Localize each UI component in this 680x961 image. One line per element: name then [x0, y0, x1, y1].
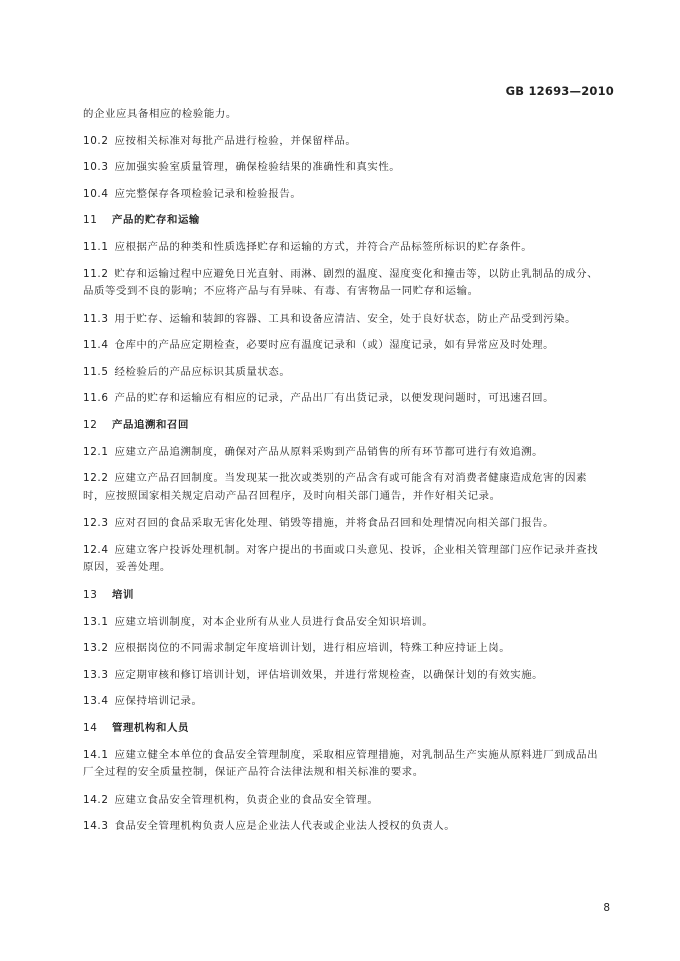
clause-11-6: 11.6 产品的贮存和运输应有相应的记录，产品出厂有出货记录，以便发现问题时，可迅速召回。	[83, 392, 555, 404]
section-14-heading: 14 管理机构和人员	[83, 721, 189, 734]
clause-14-2: 14.2 应建立食品安全管理机构，负责企业的食品安全管理。	[83, 793, 379, 806]
clause-12-2: 12.2 应建立产品召回制度。当发现某一批次或类别的产品含有或可能含有对消费者健康造成危害的因素时，应按照国家相关规定启动产品召回程序，及时向相关部门通告，并作好相关记录。	[83, 472, 588, 502]
paragraph-continued: 的企业应具备相应的检验能力。	[83, 108, 237, 120]
clause-14-3: 14.3 食品安全管理机构负责人应是企业法人代表或企业法人授权的负责人。	[83, 820, 456, 832]
document-body	[83, 106, 603, 845]
clause-10-2: 10.2 应按相关标准对每批产品进行检验，并保留样品。	[83, 134, 357, 147]
clause-11-3: 11.3 用于贮存、运输和装卸的容器、工具和设备应清洁、安全，处于良好状态，防止产品受到污染。	[83, 312, 577, 325]
clause-13-1: 13.1 应建立培训制度，对本企业所有从业人员进行食品安全知识培训。	[83, 615, 434, 628]
section-11-heading: 11 产品的贮存和运输	[83, 214, 200, 226]
clause-13-4: 13.4 应保持培训记录。	[83, 695, 203, 707]
clause-10-4: 10.4 应完整保存各项检验记录和检验报告。	[83, 187, 302, 200]
clause-12-1: 12.1 应建立产品追溯制度，确保对产品从原料采购到产品销售的所有环节都可进行有效追溯。	[83, 445, 544, 458]
clause-12-4: 12.4 应建立客户投诉处理机制。对客户提出的书面或口头意见、投诉，企业相关管理部门应作记录并查找原因，妥善处理。	[83, 543, 599, 573]
section-12-heading: 12 产品追溯和召回	[83, 418, 189, 431]
clause-13-3: 13.3 应定期审核和修订培训计划，评估培训效果，并进行常规检查，以确保计划的有效实施。	[83, 668, 544, 681]
section-13-heading: 13 培训	[83, 588, 134, 601]
clause-13-2: 13.2 应根据岗位的不同需求制定年度培训计划，进行相应培训，特殊工种应持证上岗。	[83, 642, 511, 654]
clause-11-1: 11.1 应根据产品的种类和性质选择贮存和运输的方式，并符合产品标签所标识的贮存条件。	[83, 241, 533, 253]
clause-12-3: 12.3 应对召回的食品采取无害化处理、销毁等措施，并将食品召回和处理情况向相关部门报告。	[83, 517, 555, 529]
page-number: 8	[603, 902, 610, 914]
clause-11-4: 11.4 仓库中的产品应定期检查，必要时应有温度记录和（或）湿度记录，如有异常应及时处理。	[83, 339, 555, 351]
clause-11-2: 11.2 贮存和运输过程中应避免日光直射、雨淋、剧烈的温度、湿度变化和撞击等，以防止乳制品的成分、品质等受到不良的影响；不应将产品与有异味、有毒、有害物品一同贮存和运输。	[83, 267, 599, 297]
standard-code: GB 12693—2010	[505, 84, 614, 98]
clause-10-3: 10.3 应加强实验室质量管理，确保检验结果的准确性和真实性。	[83, 161, 401, 173]
clause-14-1: 14.1 应建立健全本单位的食品安全管理制度，采取相应管理措施，对乳制品生产实施从原料进厂到成品出厂全过程的安全质量控制，保证产品符合法律法规和相关标准的要求。	[83, 748, 599, 778]
clause-11-5: 11.5 经检验后的产品应标识其质量状态。	[83, 365, 291, 378]
